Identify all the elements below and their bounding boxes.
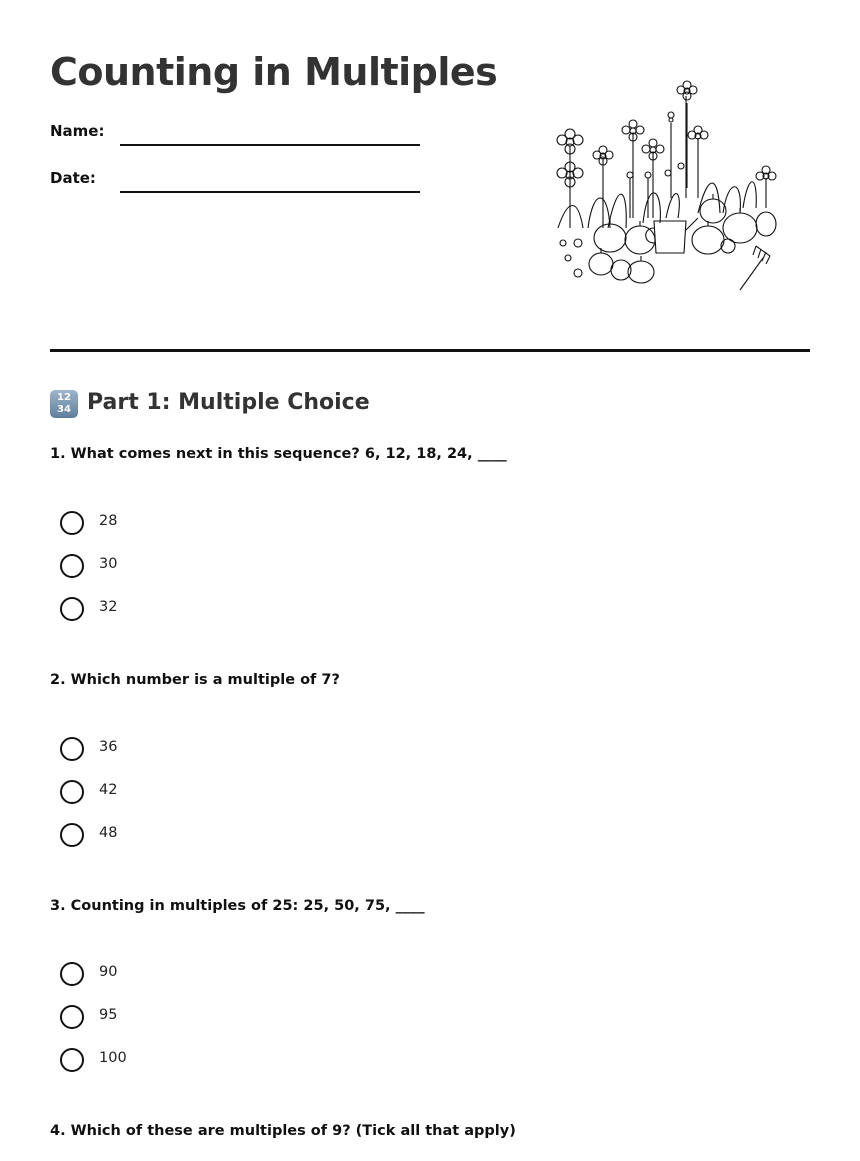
date-line[interactable] bbox=[120, 191, 420, 193]
option[interactable] bbox=[60, 554, 260, 578]
radio-button[interactable] bbox=[60, 511, 84, 535]
option[interactable] bbox=[60, 962, 260, 986]
date-field[interactable] bbox=[50, 169, 430, 199]
option-label: 32 bbox=[99, 599, 118, 615]
question-text: 3. Counting in multiples of 25: 25, 50, 75, ____ bbox=[50, 898, 425, 914]
page-title: Counting in Multiples bbox=[50, 50, 498, 94]
option-label: 90 bbox=[99, 964, 118, 980]
option-label: 95 bbox=[99, 1007, 118, 1023]
radio-button[interactable] bbox=[60, 1048, 84, 1072]
name-field[interactable] bbox=[50, 122, 430, 152]
radio-button[interactable] bbox=[60, 780, 84, 804]
option[interactable] bbox=[60, 1048, 260, 1072]
radio-button[interactable] bbox=[60, 1005, 84, 1029]
radio-button[interactable] bbox=[60, 597, 84, 621]
radio-button[interactable] bbox=[60, 554, 84, 578]
name-line[interactable] bbox=[120, 144, 420, 146]
radio-button[interactable] bbox=[60, 962, 84, 986]
name-label: Name: bbox=[50, 122, 105, 140]
option[interactable] bbox=[60, 1005, 260, 1029]
question-text: 1. What comes next in this sequence? 6, 12, 18, 24, ____ bbox=[50, 446, 507, 462]
question-text: 4. Which of these are multiples of 9? (Tick all that apply) bbox=[50, 1123, 516, 1139]
option[interactable] bbox=[60, 737, 260, 761]
radio-button[interactable] bbox=[60, 737, 84, 761]
option-label: 100 bbox=[99, 1050, 127, 1066]
option-label: 30 bbox=[99, 556, 118, 572]
option[interactable] bbox=[60, 597, 260, 621]
question-text: 2. Which number is a multiple of 7? bbox=[50, 672, 340, 688]
date-label: Date: bbox=[50, 169, 96, 187]
section-title: Part 1: Multiple Choice bbox=[87, 390, 370, 415]
option-label: 36 bbox=[99, 739, 118, 755]
radio-button[interactable] bbox=[60, 823, 84, 847]
option-label: 42 bbox=[99, 782, 118, 798]
option-label: 48 bbox=[99, 825, 118, 841]
option[interactable] bbox=[60, 823, 260, 847]
input-numbers-icon: 12 34 bbox=[50, 390, 78, 418]
section-divider bbox=[50, 349, 810, 352]
garden-illustration bbox=[548, 78, 793, 298]
option-label: 28 bbox=[99, 513, 118, 529]
option[interactable] bbox=[60, 511, 260, 535]
option[interactable] bbox=[60, 780, 260, 804]
